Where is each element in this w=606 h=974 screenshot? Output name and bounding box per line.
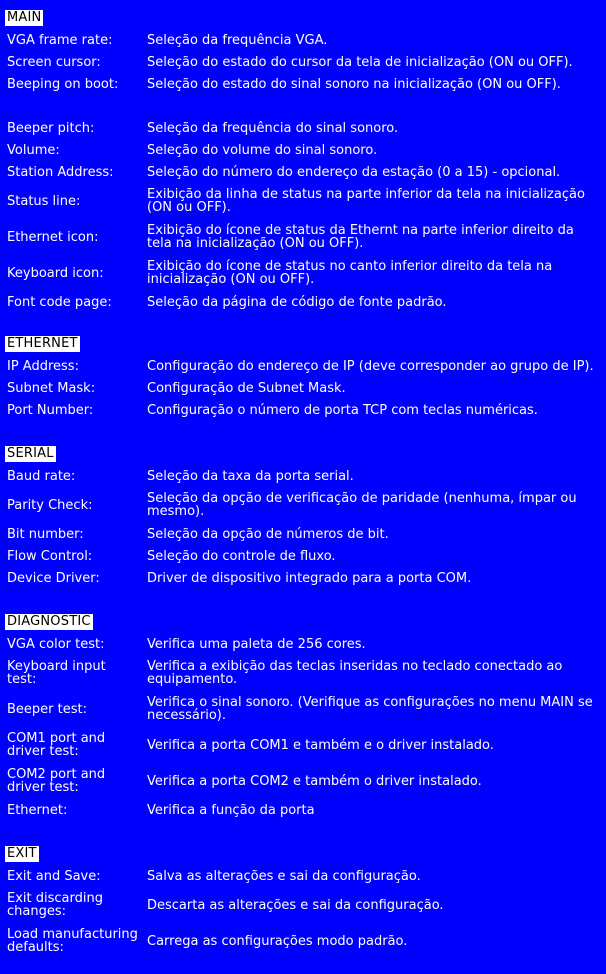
menu-item-description: Salva as alterações e sai da configuração. — [147, 869, 421, 884]
menu-item-label: Keyboard icon: — [7, 266, 104, 281]
menu-item-label: Exit discarding changes: — [7, 891, 103, 919]
menu-item-description: Carrega as configurações modo padrão. — [147, 934, 408, 949]
menu-item-description: Seleção do controle de fluxo. — [147, 549, 336, 564]
menu-item-label: Exit and Save: — [7, 869, 101, 884]
menu-item-description: Seleção do estado do cursor da tela de inicialização (ON ou OFF). — [147, 55, 573, 70]
menu-item-label: Device Driver: — [7, 571, 100, 586]
menu-item-label: Flow Control: — [7, 549, 93, 564]
menu-item-label: Subnet Mask: — [7, 381, 96, 396]
menu-item-description: Descarta as alterações e sai da configuração. — [147, 898, 444, 913]
menu-item-label: Load manufacturing defaults: — [7, 927, 138, 955]
menu-item-label: Volume: — [7, 143, 60, 158]
menu-item-description: Exibição do ícone de status no canto inferior direito da tela na inicialização (ON ou OFF). — [147, 259, 553, 287]
menu-item-description: Driver de dispositivo integrado para a porta COM. — [147, 571, 472, 586]
section-title-main: MAIN — [7, 10, 42, 25]
menu-item-description: Seleção da taxa da porta serial. — [147, 469, 354, 484]
menu-item-label: Ethernet: — [7, 803, 68, 818]
menu-item-description: Configuração de Subnet Mask. — [147, 381, 346, 396]
menu-item-description: Seleção do volume do sinal sonoro. — [147, 143, 378, 158]
menu-item-label: Ethernet icon: — [7, 230, 99, 245]
menu-item-description: Seleção da página de código de fonte padrão. — [147, 295, 447, 310]
menu-item-description: Verifica a porta COM1 e também e o driver instalado. — [147, 738, 494, 753]
menu-item-label: Keyboard input test: — [7, 659, 106, 687]
menu-item-label: Beeper pitch: — [7, 121, 95, 136]
section-title-serial: SERIAL — [7, 446, 54, 461]
section-title-diagnostic: DIAGNOSTIC — [7, 614, 91, 629]
menu-item-description: Seleção do número do endereço da estação (0 a 15) - opcional. — [147, 165, 561, 180]
menu-item-description: Verifica uma paleta de 256 cores. — [147, 637, 366, 652]
menu-item-description: Exibição do ícone de status da Ethernt na parte inferior direito da tela na inicialização (ON ou OFF). — [147, 223, 574, 251]
menu-item-description: Seleção do estado do sinal sonoro na inicialização (ON ou OFF). — [147, 77, 561, 92]
menu-item-description: Seleção da frequência do sinal sonoro. — [147, 121, 399, 136]
menu-item-label: IP Address: — [7, 359, 79, 374]
section-title-ethernet: ETHERNET — [7, 336, 78, 351]
menu-item-label: VGA frame rate: — [7, 33, 113, 48]
menu-item-label: Port Number: — [7, 403, 94, 418]
menu-item-label: Screen cursor: — [7, 55, 101, 70]
menu-item-description: Exibição da linha de status na parte inferior da tela na inicialização (ON ou OFF). — [147, 187, 585, 215]
menu-item-label: Beeping on boot: — [7, 77, 119, 92]
menu-item-label: Bit number: — [7, 527, 84, 542]
menu-item-label: Station Address: — [7, 165, 114, 180]
menu-item-label: Parity Check: — [7, 498, 93, 513]
menu-item-description: Seleção da opção de verificação de paridade (nenhuma, ímpar ou mesmo). — [147, 491, 577, 519]
menu-item-label: COM1 port and driver test: — [7, 731, 106, 759]
menu-item-description: Verifica a exibição das teclas inseridas no teclado conectado ao equipamento. — [147, 659, 563, 687]
menu-item-description: Seleção da frequência VGA. — [147, 33, 328, 48]
menu-item-description: Verifica o sinal sonoro. (Verifique as configurações no menu MAIN se necessário). — [147, 695, 593, 723]
menu-item-label: VGA color test: — [7, 637, 105, 652]
menu-item-description: Configuração o número de porta TCP com teclas numéricas. — [147, 403, 538, 418]
menu-item-description: Configuração do endereço de IP (deve corresponder ao grupo de IP). — [147, 359, 594, 374]
menu-item-label: COM2 port and driver test: — [7, 767, 106, 795]
menu-item-description: Verifica a função da porta — [147, 803, 315, 818]
section-title-exit: EXIT — [7, 846, 37, 861]
menu-item-label: Baud rate: — [7, 469, 76, 484]
menu-item-label: Beeper test: — [7, 702, 87, 717]
menu-item-description: Verifica a porta COM2 e também o driver instalado. — [147, 774, 482, 789]
menu-item-description: Seleção da opção de números de bit. — [147, 527, 389, 542]
menu-item-label: Font code page: — [7, 295, 112, 310]
menu-item-label: Status line: — [7, 194, 81, 209]
